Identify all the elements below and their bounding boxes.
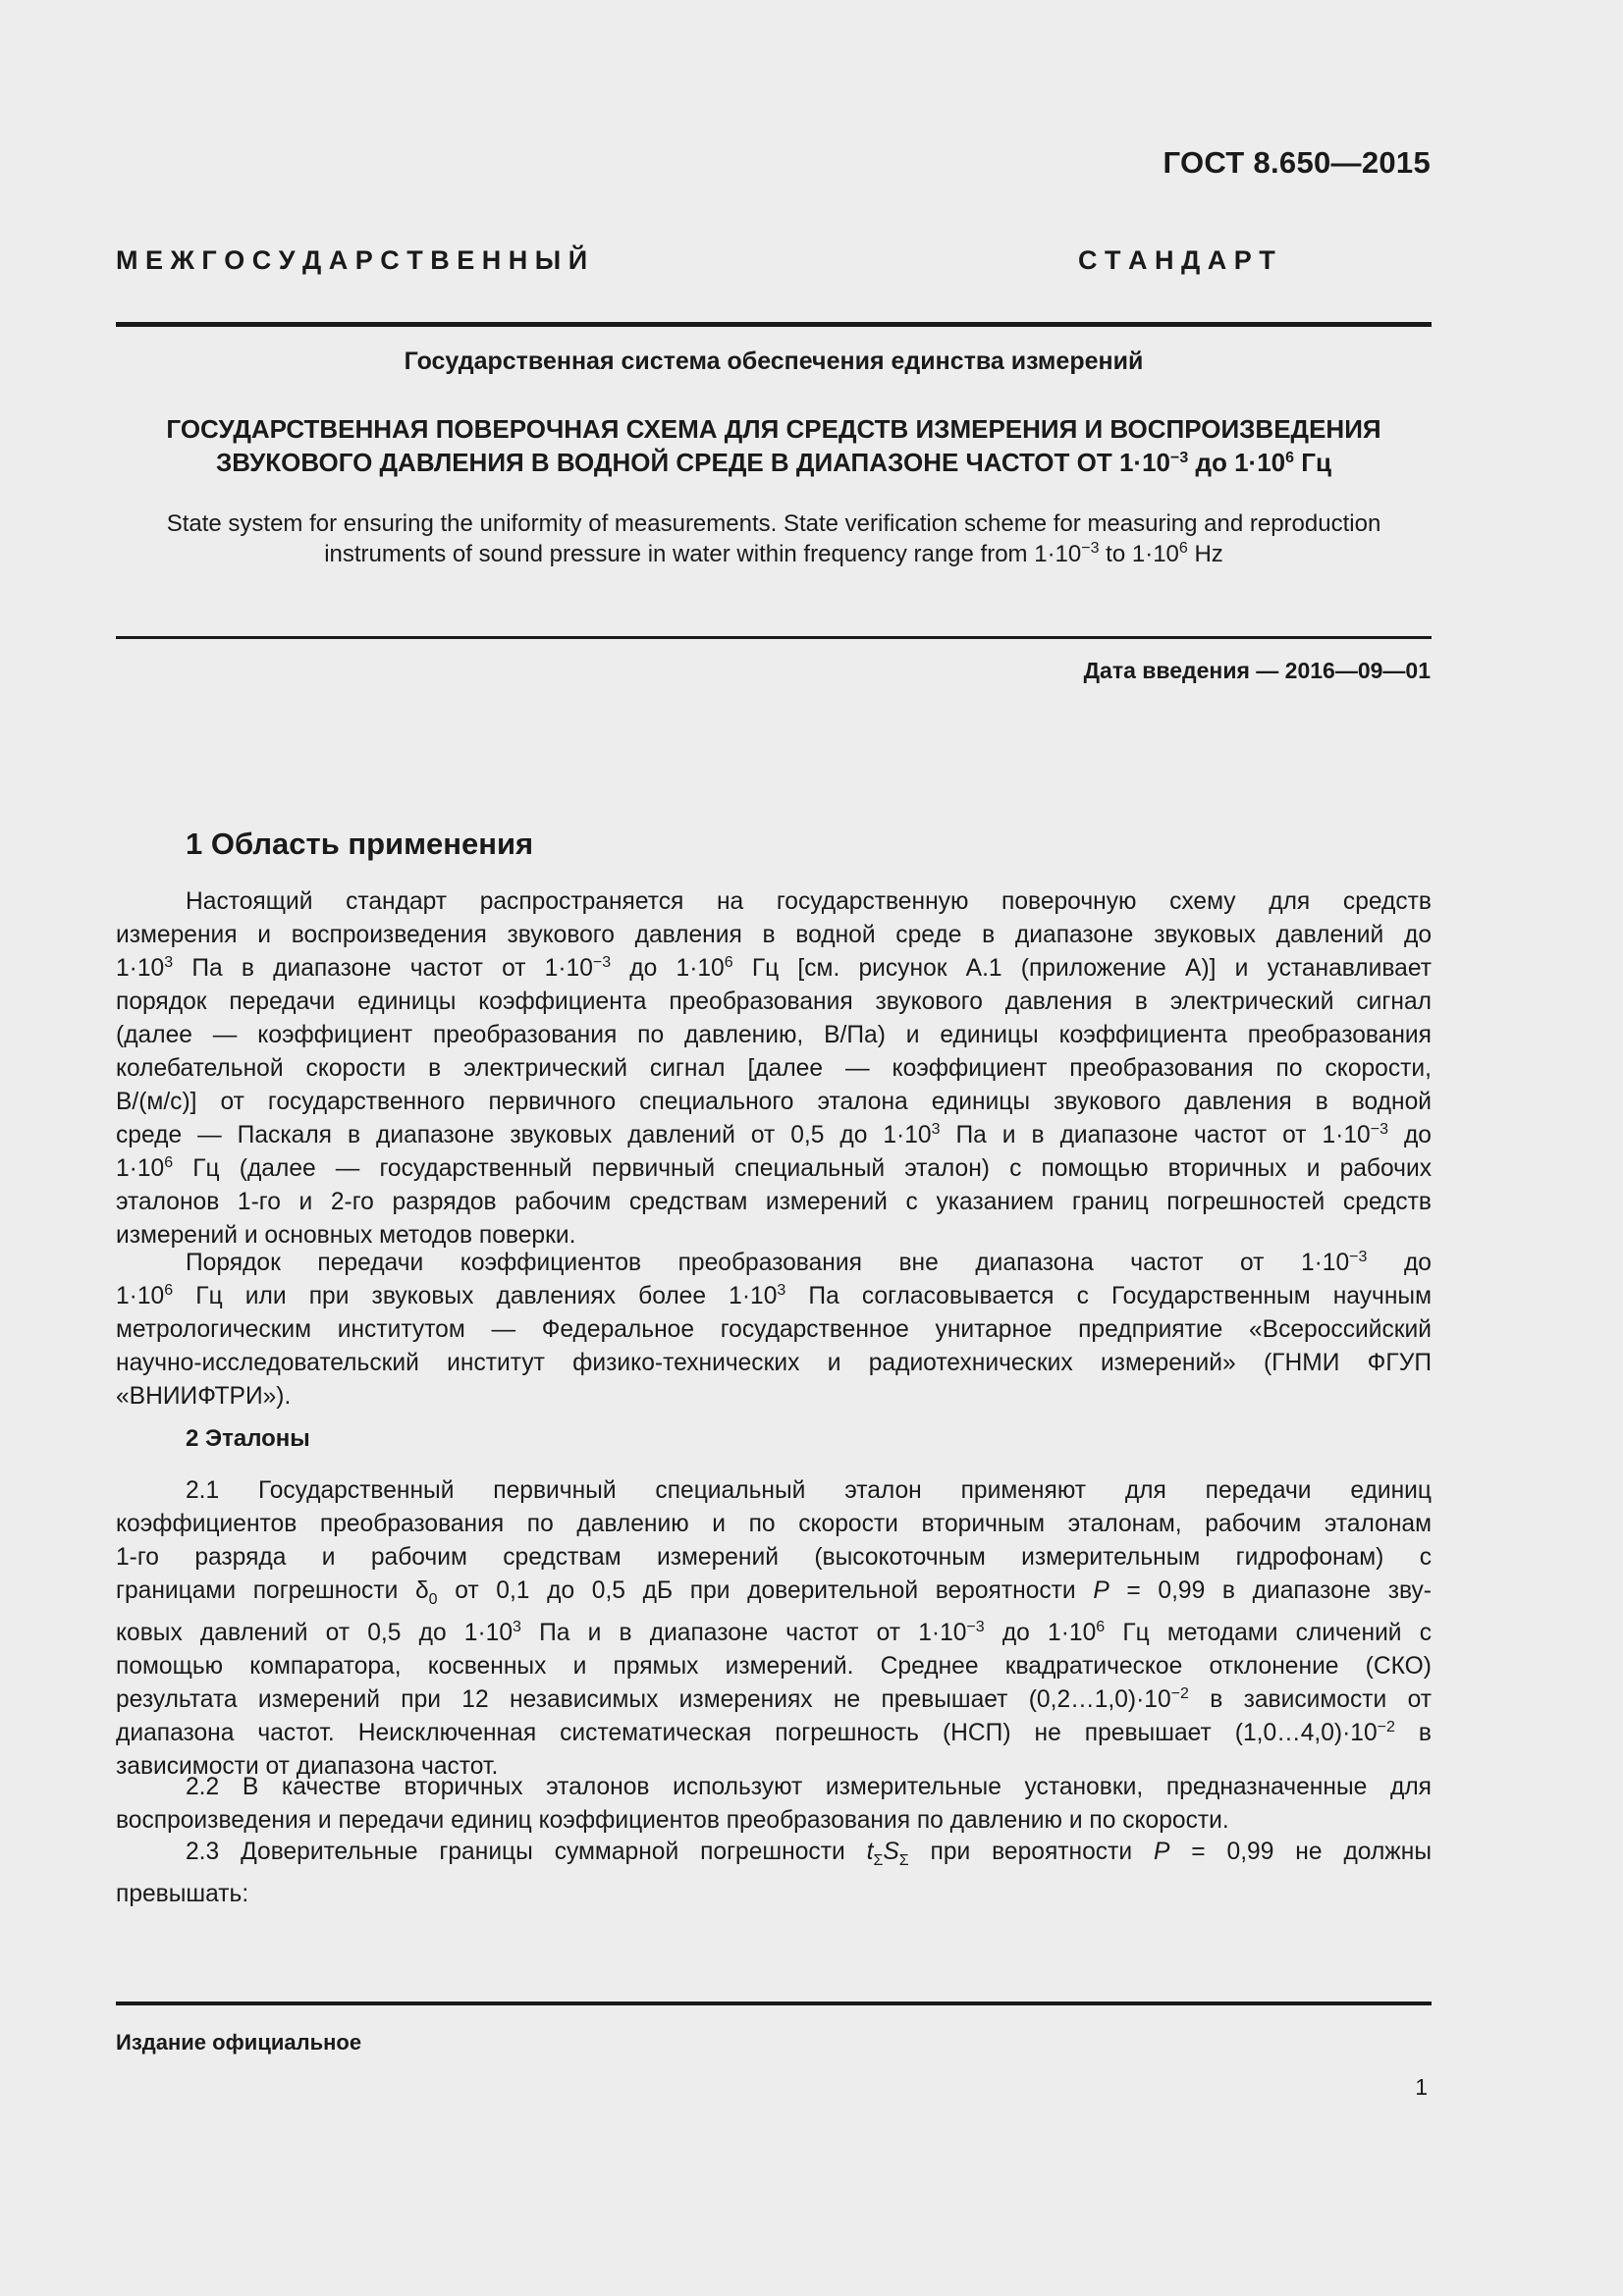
title-en-line2: instruments of sound pressure in water within frequency range from $1\cdot 10^{-3}$ to $1\cdot 10^6$ Hz [324,540,1223,567]
clause-2-1: 2.1 Государственный первичный специальный эталон применяют для передачи единиц коэффициентов преобразования по давлению и по скорости вторичным эталонам, рабочим эталонам 1-го разряда и рабочим средствам измерений (высокоточным измерительным гидрофонам) с границами погрешности $\delta_0$ от 0,1 до 0,5 дБ при доверительной вероятности P = 0,99 в диапазоне зву- ковых давлений от 0,5 до $1\cdot 10^3$ Па и в диапазоне частот от $1\cdot 10^{-3}$ до $1\cdot 10^6$ Гц методами сличений с помощью компаратора, косвенных и прямых измерений. Среднее квадратическое отклонение (СКО) результата измерений при 12 независимых измерениях не превышает $(0,2\dots 1,0)\cdot 10^{-2}$ в зависимости от диапазона частот. Неисключенная систематическая погрешность (НСП) не превышает $(1,0\dots 4,0)\cdot 10^{-2}$ в зависимости от диапазона частот. [116,1477,1432,1780]
title-en-line1: State system for ensuring the uniformity of measurements. State verification scheme for measuring and reproduction [166,510,1381,537]
clause-2-2: 2.2 В качестве вторичных эталонов используют измерительные установки, предназначенные для воспроизведения и передачи единиц коэффициентов преобразования по давлению и по скорости. [116,1774,1432,1834]
official-edition-label: Издание официальное [116,2030,362,2055]
title-rule [116,636,1432,639]
title-ru-line2: ЗВУКОВОГО ДАВЛЕНИЯ В ВОДНОЙ СРЕДЕ В ДИАПАЗОНЕ ЧАСТОТ ОТ $1\cdot 10^{-3}$ до $1\cdot 10^6$ Гц [216,448,1331,477]
interstate-word: М Е Ж Г О С У Д А Р С Т В Е Н Н Ы Й [116,245,588,275]
title-ru-line1: ГОСУДАРСТВЕННАЯ ПОВЕРОЧНАЯ СХЕМА ДЛЯ СРЕДСТВ ИЗМЕРЕНИЯ И ВОСПРОИЗВЕДЕНИЯ [166,414,1381,444]
gost-number: ГОСТ 8.650—2015 [1163,145,1431,180]
interstate-standard-heading [116,245,1432,276]
section-1-paragraph-1: Настоящий стандарт распространяется на государственную поверочную схему для средств измерения и воспроизведения звукового давления в водной среде в диапазоне звуковых давлений до $1\cdot 10^3$ Па в диапазоне частот от $1\cdot 10^{-3}$ до $1\cdot 10^6$ Гц [см. рисунок А.1 (приложение А)] и устанавливает порядок передачи единицы коэффициента преобразования звукового давления в электрический сигнал (далее — коэффициент преобразования по давлению, В/Па) и единицы коэффициента преобразования колебательной скорости в электрический сигнал [далее — коэффициент преобразования по скорости, В/(м/с)] от государственного первичного специального эталона единицы звукового давления в водной среде — Паскаля в диапазоне звуковых давлений от 0,5 до $1\cdot 10^3$ Па и в диапазоне частот от $1\cdot 10^{-3}$ до $1\cdot 10^6$ Гц (далее — государственный первичный специальный эталон) с помощью вторичных и рабочих эталонов 1-го и 2-го разрядов рабочим средствам измерений с указанием границ погрешностей средств измерений и основных методов поверки. [116,888,1432,1249]
section-2-title: 2 Эталоны [186,1425,310,1452]
standard-word: С Т А Н Д А Р Т [1078,245,1275,275]
system-name: Государственная система обеспечения единства измерений [404,347,1144,375]
section-1-title: 1 Область применения [186,827,534,861]
introduction-date: Дата введения — 2016—09—01 [1083,658,1431,683]
title-english [116,508,1432,569]
page-number: 1 [1415,2074,1428,2100]
header-rule [116,322,1432,327]
footer-rule [116,2002,1432,2005]
title-russian [116,412,1432,479]
clause-2-3: 2.3 Доверительные границы суммарной погрешности $t_\Sigma S_\Sigma$ при вероятности P = 0,99 не должны превышать: [116,1839,1432,1907]
section-1-paragraph-2: Порядок передачи коэффициентов преобразования вне диапазона частот от $1\cdot 10^{-3}$ до $1\cdot 10^6$ Гц или при звуковых давлениях более $1\cdot 10^3$ Па согласовывается с Государственным научным метрологическим институтом — Федеральное государственное унитарное предприятие «Всероссийский научно-исследовательский институт физико-технических и радиотехнических измерений» (ГНМИ ФГУП «ВНИИФТРИ»). [116,1249,1432,1410]
